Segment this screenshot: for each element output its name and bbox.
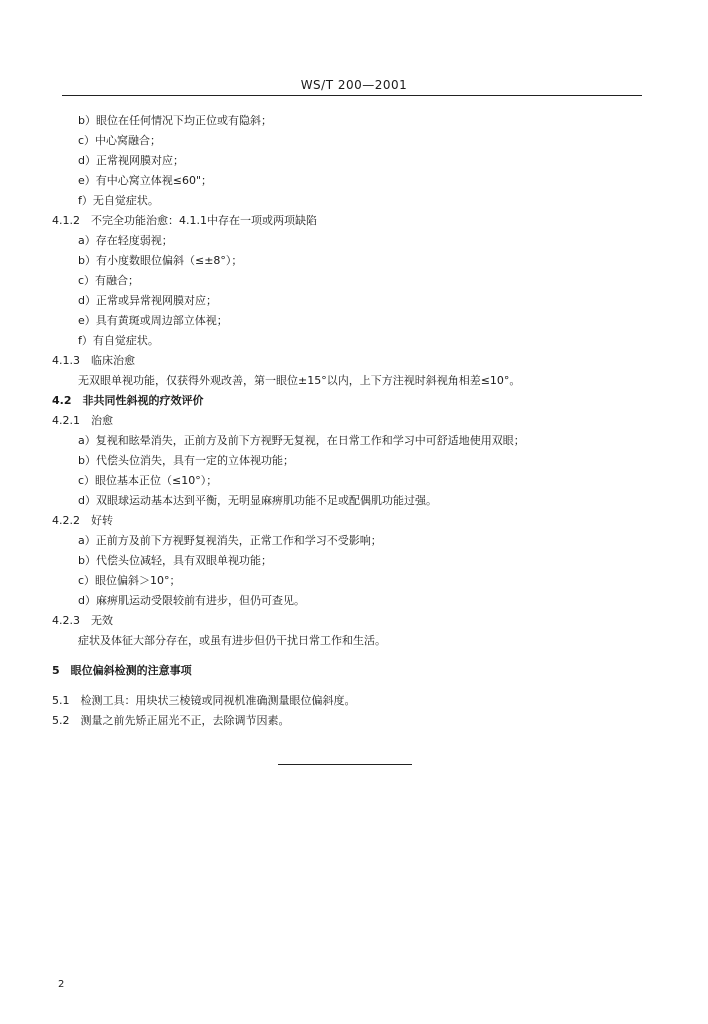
section-5-heading: 5 眼位偏斜检测的注意事项: [52, 664, 192, 677]
item-4-1-1-b: b）眼位在任何情况下均正位或有隐斜；: [78, 114, 272, 127]
header-rule: [62, 95, 642, 96]
item-4-2-2-c: c）眼位偏斜＞10°；: [78, 574, 181, 587]
section-4-1-2-heading: 4.1.2 不完全功能治愈：4.1.1中存在一项或两项缺陷: [52, 214, 317, 227]
item-4-2-2-d: d）麻痹肌运动受限较前有进步，但仍可查见。: [78, 594, 305, 607]
item-4-1-2-d: d）正常或异常视网膜对应；: [78, 294, 217, 307]
item-4-2-2-a: a）正前方及前下方视野复视消失，正常工作和学习不受影响；: [78, 534, 382, 547]
document-code-header: WS/T 200—2001: [300, 78, 408, 92]
item-4-1-1-e: e）有中心窝立体视≤60"；: [78, 174, 213, 187]
section-4-1-3-text: 无双眼单视功能，仅获得外观改善，第一眼位±15°以内，上下方注视时斜视角相差≤10°。: [78, 374, 521, 387]
section-4-2-3-heading: 4.2.3 无效: [52, 614, 113, 627]
item-4-1-2-e: e）具有黄斑或周边部立体视；: [78, 314, 228, 327]
item-4-2-1-d: d）双眼球运动基本达到平衡，无明显麻痹肌功能不足或配偶肌功能过强。: [78, 494, 437, 507]
end-rule: [278, 764, 412, 765]
item-4-1-1-c: c）中心窝融合；: [78, 134, 162, 147]
item-4-1-2-f: f）有自觉症状。: [78, 334, 159, 347]
section-4-1-3-heading: 4.1.3 临床治愈: [52, 354, 135, 367]
item-4-2-2-b: b）代偿头位减轻，具有双眼单视功能；: [78, 554, 272, 567]
item-4-1-1-d: d）正常视网膜对应；: [78, 154, 184, 167]
item-4-2-1-b: b）代偿头位消失，具有一定的立体视功能；: [78, 454, 294, 467]
section-4-2-heading: 4.2 非共同性斜视的疗效评价: [52, 394, 204, 407]
section-4-2-1-heading: 4.2.1 治愈: [52, 414, 113, 427]
item-4-1-2-b: b）有小度数眼位偏斜（≤±8°）；: [78, 254, 243, 267]
section-5-2: 5.2 测量之前先矫正屈光不正，去除调节因素。: [52, 714, 290, 727]
item-4-1-2-a: a）存在轻度弱视；: [78, 234, 173, 247]
page-number: 2: [58, 979, 65, 990]
item-4-2-1-a: a）复视和眩晕消失，正前方及前下方视野无复视，在日常工作和学习中可舒适地使用双眼；: [78, 434, 525, 447]
item-4-2-1-c: c）眼位基本正位（≤10°）；: [78, 474, 218, 487]
section-4-2-3-text: 症状及体征大部分存在，或虽有进步但仍干扰日常工作和生活。: [78, 634, 386, 647]
item-4-1-1-f: f）无自觉症状。: [78, 194, 159, 207]
item-4-1-2-c: c）有融合；: [78, 274, 140, 287]
section-4-2-2-heading: 4.2.2 好转: [52, 514, 113, 527]
section-5-1: 5.1 检测工具：用块状三棱镜或同视机准确测量眼位偏斜度。: [52, 694, 356, 707]
